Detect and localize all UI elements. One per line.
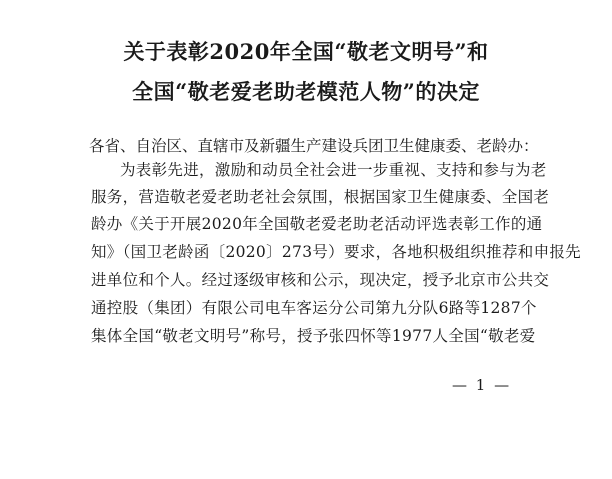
document-title-line-2: 全国“敬老爱老助老模范人物”的决定 bbox=[132, 79, 480, 104]
body-line: 知》（国卫老龄函〔2020〕273号）要求，各地积极组织推荐和申报先 bbox=[91, 243, 581, 261]
page-number: — 1 — bbox=[452, 376, 512, 394]
body-line: 龄办《关于开展2020年全国敬老爱老助老活动评选表彰工作的通 bbox=[91, 215, 543, 233]
body-line: 集体全国“敬老文明号”称号，授予张四怀等1977人全国“敬老爱 bbox=[91, 327, 536, 345]
body-line: 为表彰先进，激励和动员全社会进一步重视、支持和参与为老 bbox=[120, 161, 547, 179]
body-line: 通控股（集团）有限公司电车客运分公司第九分队6路等1287个 bbox=[91, 299, 537, 317]
body-line: 服务，营造敬老爱老助老社会氛围，根据国家卫生健康委、全国老 bbox=[91, 188, 550, 206]
body-line: 进单位和个人。经过逐级审核和公示，现决定，授予北京市公共交 bbox=[91, 271, 550, 289]
document-title-line-1: 关于表彰2020年全国“敬老文明号”和 bbox=[123, 39, 489, 64]
salutation: 各省、自治区、直辖市及新疆生产建设兵团卫生健康委、老龄办： bbox=[89, 137, 539, 155]
